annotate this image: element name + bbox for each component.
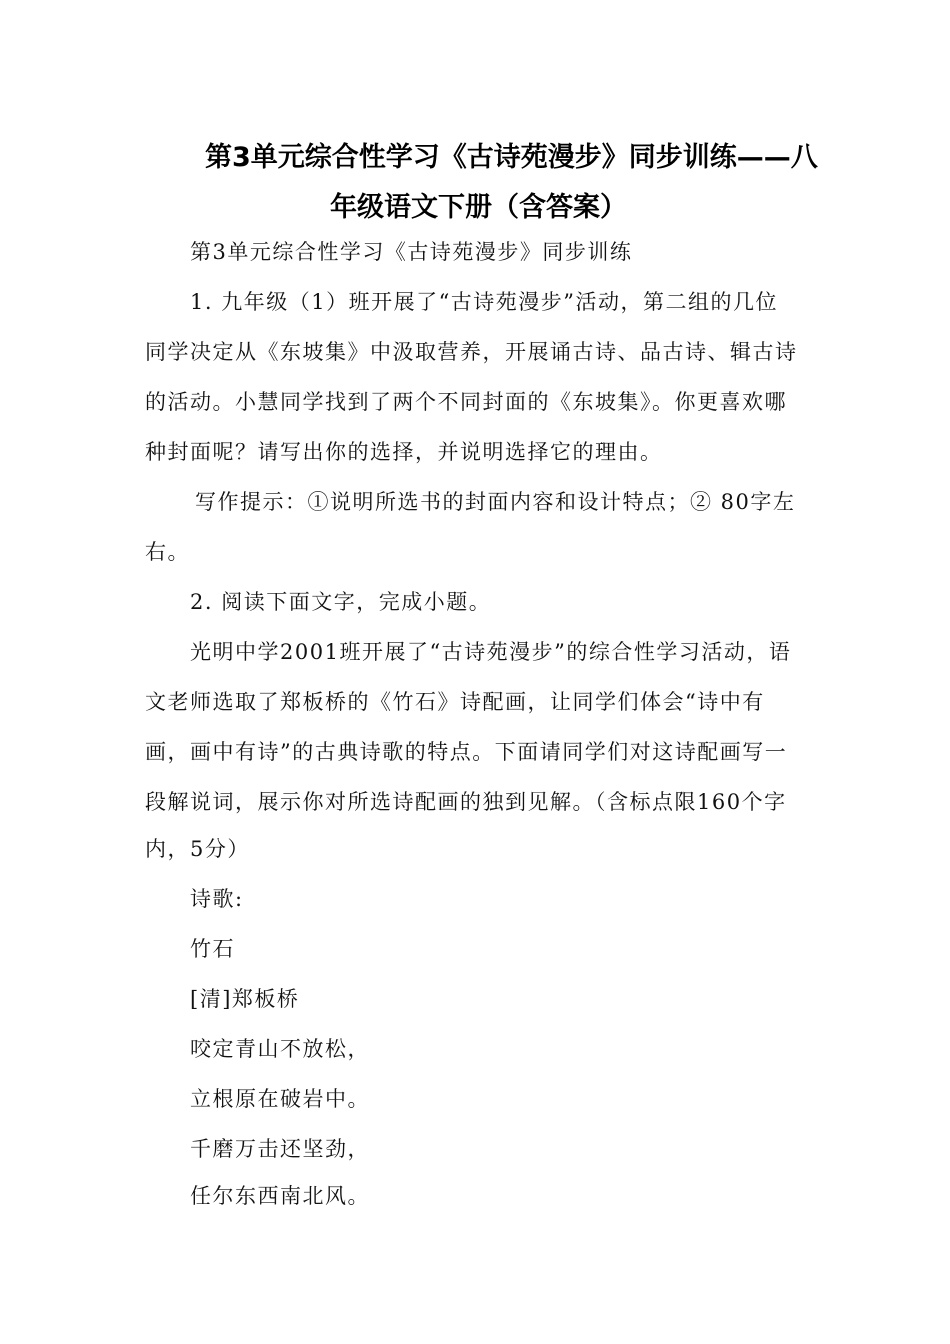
question-1-line: 1. 九年级（1）班开展了“古诗苑漫步”活动，第二组的几位 [190, 290, 779, 314]
passage-line: 段解说词，展示你对所选诗配画的独到见解。（含标点限160个字 [145, 790, 787, 814]
poem-line: 咬定青山不放松， [190, 1037, 370, 1061]
writing-hint-line: 写作提示：①说明所选书的封面内容和设计特点；② 80字左 [195, 490, 796, 514]
passage-line: 光明中学2001班开展了“古诗苑漫步”的综合性学习活动，语 [190, 640, 792, 664]
question-1-line: 的活动。小慧同学找到了两个不同封面的《东坡集》。你更喜欢哪 [145, 390, 787, 414]
document-title-line-2: 年级语文下册（含答案） [330, 192, 627, 223]
poem-line: 立根原在破岩中。 [190, 1087, 370, 1111]
writing-hint-line: 右。 [145, 540, 190, 564]
question-1-line: 种封面呢？请写出你的选择，并说明选择它的理由。 [145, 440, 663, 464]
poem-line: 千磨万击还坚劲， [190, 1137, 370, 1161]
document-subtitle: 第3单元综合性学习《古诗苑漫步》同步训练 [190, 240, 633, 264]
poem-label: 诗歌: [190, 887, 244, 911]
passage-line: 内，5分） [145, 837, 250, 861]
poem-line: 任尔东西南北风。 [190, 1184, 370, 1208]
poem-author: [清]郑板桥 [190, 987, 300, 1011]
document-title-line-1: 第3单元综合性学习《古诗苑漫步》同步训练——八 [205, 142, 818, 173]
passage-line: 画，画中有诗”的古典诗歌的特点。下面请同学们对这诗配画写一 [145, 740, 788, 764]
passage-line: 文老师选取了郑板桥的《竹石》诗配画，让同学们体会“诗中有 [145, 690, 765, 714]
poem-title: 竹石 [190, 937, 235, 961]
question-2-heading: 2. 阅读下面文字，完成小题。 [190, 590, 492, 614]
question-1-line: 同学决定从《东坡集》中汲取营养，开展诵古诗、品古诗、辑古诗 [145, 340, 798, 364]
